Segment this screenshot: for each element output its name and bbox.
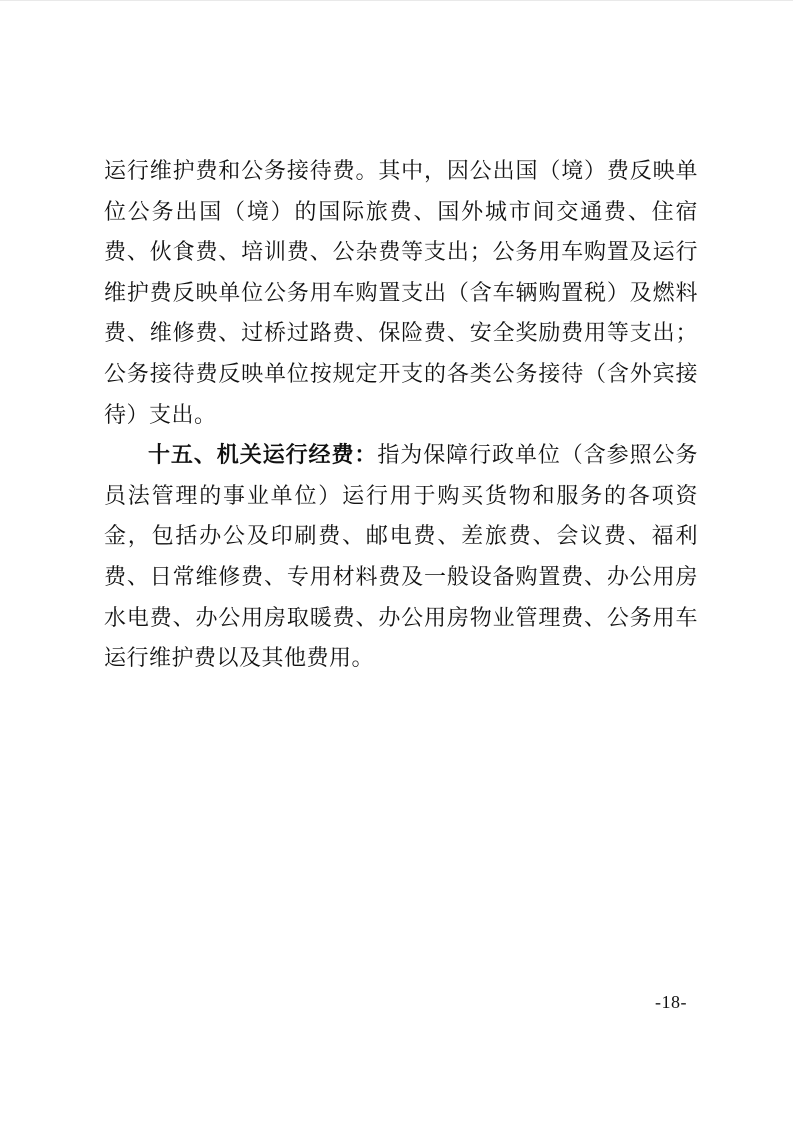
- page-number: -18-: [655, 992, 687, 1012]
- paragraph-term-15: [104, 435, 698, 679]
- term-definition: 指为保障行政单位（含参照公务员法管理的事业单位）运行用于购买货物和服务的各项资金，包括办公及印刷费、邮电费、差旅费、会议费、福利费、日常维修费、专用材料费及一般设备购置费、办公用房水电费、办公用房取暖费、办公用房物业管理费、公务用车运行维护费以及其他费用。: [104, 442, 698, 671]
- document-body: [104, 151, 698, 679]
- paragraph-continuation: 运行维护费和公务接待费。其中，因公出国（境）费反映单位公务出国（境）的国际旅费、国外城市间交通费、住宿费、伙食费、培训费、公杂费等支出；公务用车购置及运行维护费反映单位公务用车购置支出（含车辆购置税）及燃料费、维修费、过桥过路费、保险费、安全奖励费用等支出；公务接待费反映单位按规定开支的各类公务接待（含外宾接待）支出。: [104, 158, 698, 427]
- term-heading: 十五、机关运行经费：: [148, 442, 378, 468]
